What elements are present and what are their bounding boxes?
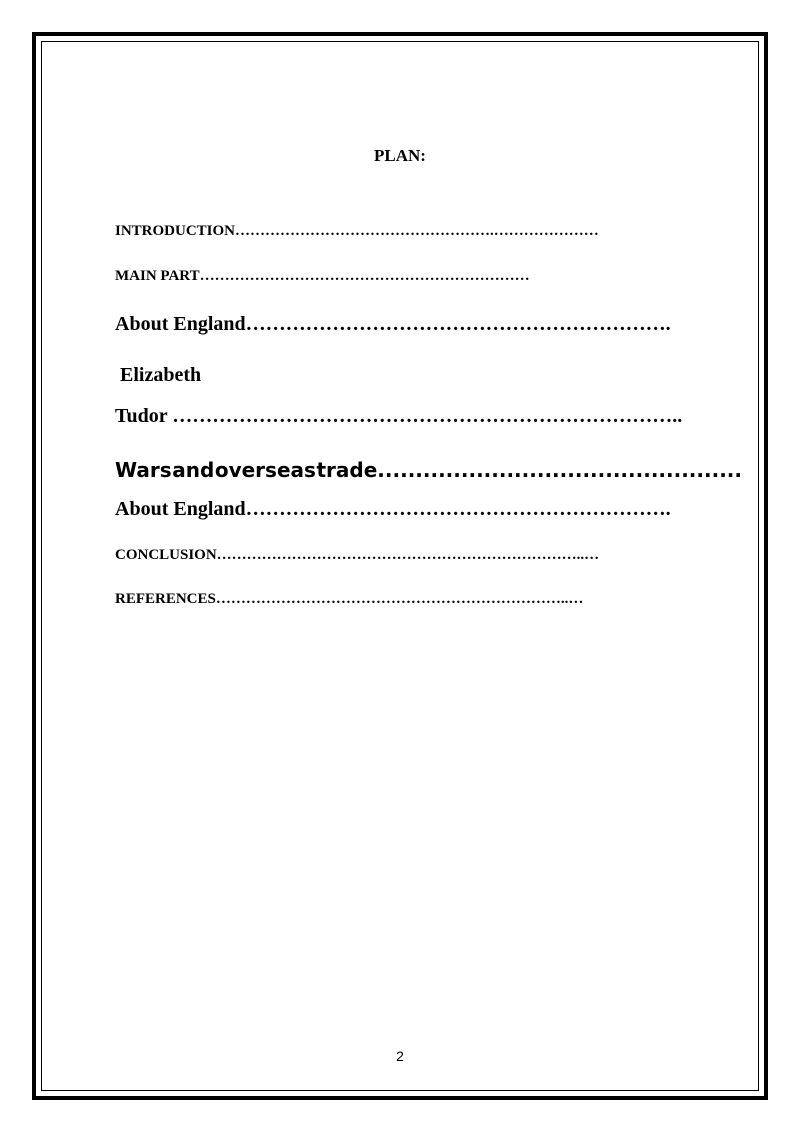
toc-main-part: MAIN PART…………………………………………………………	[115, 268, 530, 284]
toc-elizabeth: Elizabeth	[120, 364, 202, 386]
toc-wars-word: Wars	[115, 458, 172, 482]
page-number: 2	[396, 1048, 404, 1064]
toc-introduction: INTRODUCTION…………………………………………….…………………	[115, 223, 599, 239]
toc-trade-word: trade................................................	[316, 458, 742, 482]
toc-and-word: and	[172, 458, 215, 482]
toc-wars-overseas-trade	[115, 458, 742, 482]
page-border	[32, 32, 768, 1100]
toc-overseas-word: overseas	[214, 458, 316, 482]
page-border-inner	[41, 41, 759, 1091]
toc-about-england: About England……………………………………………………….	[115, 313, 671, 335]
toc-references: REFERENCES……………………………………………………………..…	[115, 591, 584, 607]
toc-about-england-2: About England……………………………………………………….	[115, 498, 671, 520]
plan-heading: PLAN:	[374, 146, 426, 165]
toc-tudor: Tudor …………………………………………………………………..	[115, 405, 683, 427]
toc-conclusion: CONCLUSION………………………………………………………………..…	[115, 547, 600, 563]
